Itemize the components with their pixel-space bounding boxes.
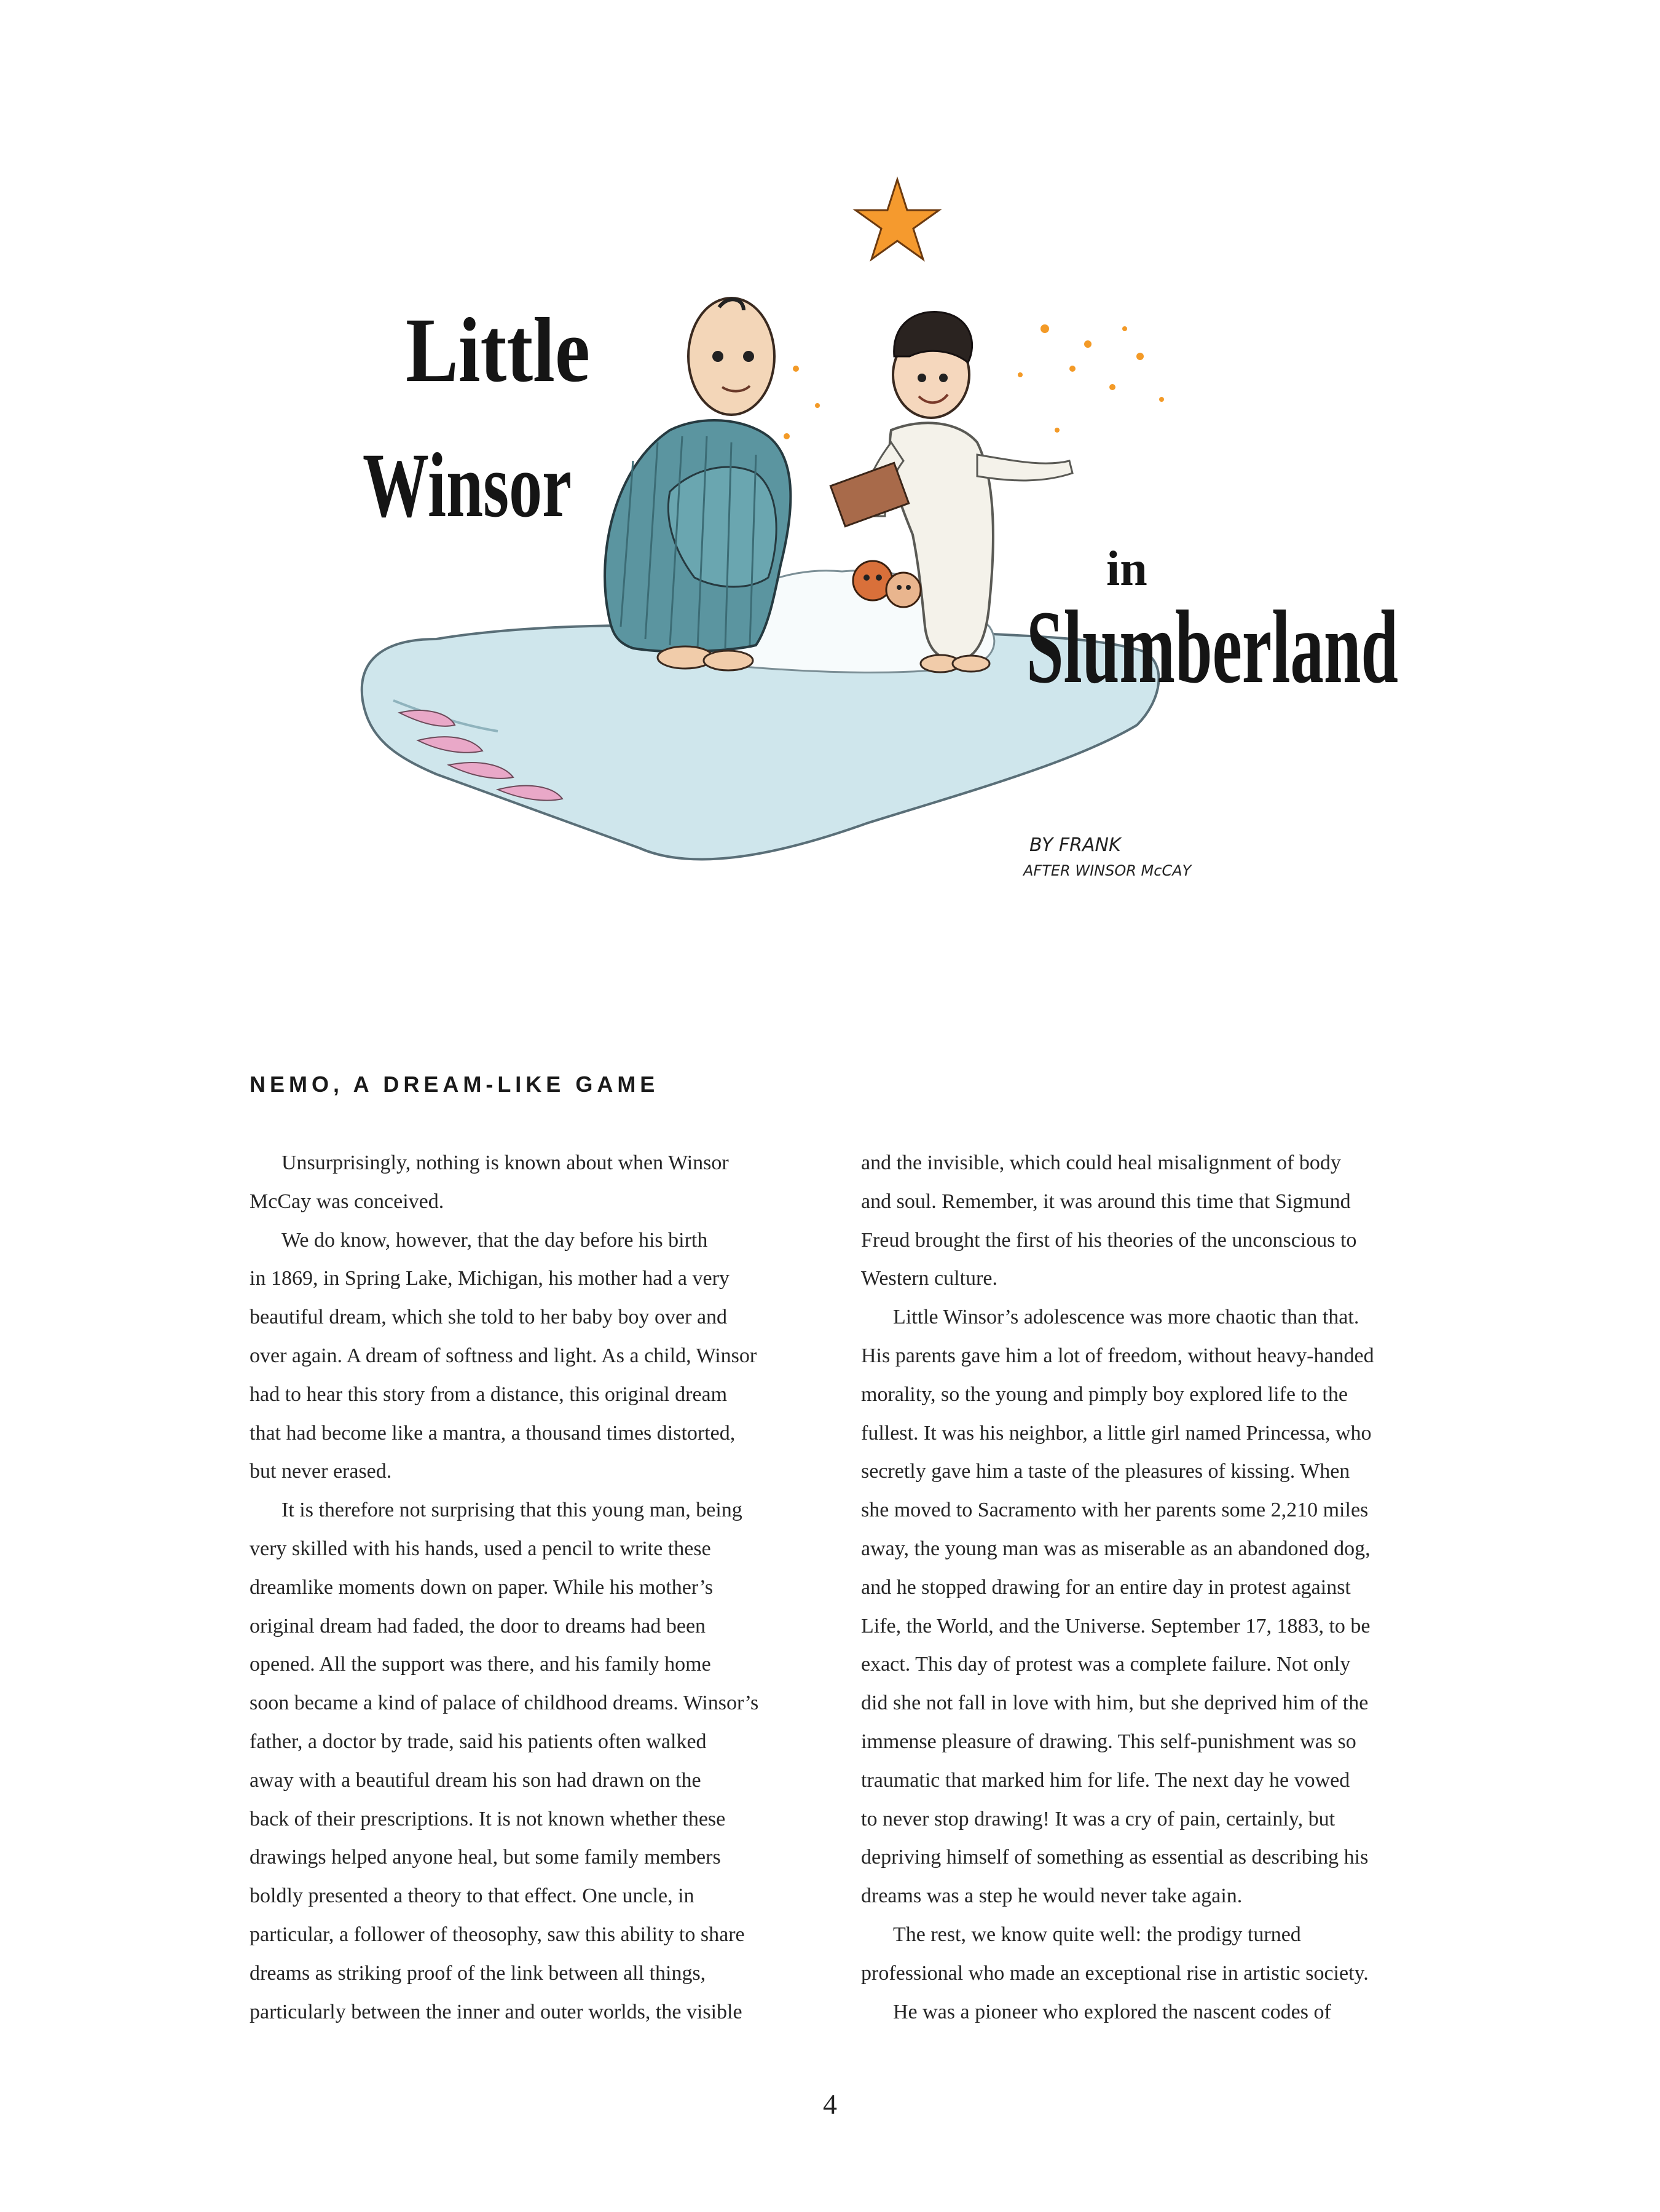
text-line: dreams as striking proof of the link between all things, — [250, 1961, 706, 1985]
text-line: depriving himself of something as essential as describing his — [861, 1846, 1369, 1869]
text-line: morality, so the young and pimply boy explored life to the — [861, 1382, 1348, 1406]
right-column — [861, 1144, 1445, 2031]
text-line: original dream had faded, the door to dreams had been — [250, 1614, 706, 1637]
text-line: Unsurprisingly, nothing is known about when Winsor — [281, 1151, 729, 1174]
text-line: in 1869, in Spring Lake, Michigan, his mother had a very — [250, 1267, 730, 1290]
text-line: secretly gave him a taste of the pleasures of kissing. When — [861, 1460, 1350, 1483]
text-line: drawings helped anyone heal, but some family members — [250, 1846, 721, 1869]
text-line: Life, the World, and the Universe. September 17, 1883, to be — [861, 1614, 1371, 1637]
text-line: and the invisible, which could heal misalignment of body — [861, 1151, 1341, 1174]
text-line: We do know, however, that the day before his birth — [281, 1228, 708, 1252]
text-line: Freud brought the first of his theories of the unconscious to — [861, 1228, 1357, 1252]
text-line: immense pleasure of drawing. This self-punishment was so — [861, 1730, 1356, 1753]
text-line: particular, a follower of theosophy, saw this ability to share — [250, 1923, 745, 1946]
man-figure — [605, 298, 790, 670]
sparkles-decoration — [784, 324, 1164, 439]
text-line: and soul. Remember, it was around this time that Sigmund — [861, 1190, 1351, 1213]
text-line: fullest. It was his neighbor, a little girl named Princessa, who — [861, 1421, 1372, 1445]
text-line: dreams was a step he would never take again. — [861, 1885, 1243, 1908]
text-line: away, the young man was as miserable as an abandoned dog, — [861, 1537, 1371, 1560]
text-line: to never stop drawing! It was a cry of pain, certainly, but — [861, 1807, 1335, 1830]
text-line: she moved to Sacramento with her parents some 2,210 miles — [861, 1499, 1369, 1522]
text-line: did she not fall in love with him, but she deprived him of the — [861, 1692, 1369, 1715]
text-line: and he stopped drawing for an entire day in protest against — [861, 1575, 1351, 1599]
text-line: professional who made an exceptional rise in artistic society. — [861, 1961, 1369, 1985]
text-line: Little Winsor’s adolescence was more chaotic than that. — [893, 1306, 1359, 1329]
text-line: very skilled with his hands, used a pencil to write these — [250, 1537, 711, 1560]
text-line: had to hear this story from a distance, this original dream — [250, 1382, 728, 1406]
text-line: over again. A dream of softness and light. As a child, Winsor — [250, 1344, 757, 1367]
title-line-slumberland: Slumberland — [1026, 589, 1398, 705]
text-line: dreamlike moments down on paper. While his mother’s — [250, 1575, 714, 1599]
text-line: particularly between the inner and outer worlds, the visible — [250, 2000, 742, 2023]
title-illustration — [350, 172, 1432, 971]
signature-line-1: BY FRANK — [1029, 834, 1121, 856]
text-line: traumatic that marked him for life. The next day he vowed — [861, 1768, 1350, 1792]
text-line: exact. This day of protest was a complete failure. Not only — [861, 1653, 1351, 1676]
text-line: away with a beautiful dream his son had drawn on the — [250, 1768, 701, 1792]
title-line-winsor: Winsor — [363, 434, 572, 536]
signature-line-2: AFTER WINSOR McCAY — [1023, 862, 1192, 879]
text-line: back of their prescriptions. It is not known whether these — [250, 1807, 726, 1830]
text-line: but never erased. — [250, 1460, 392, 1483]
text-line: opened. All the support was there, and his family home — [250, 1653, 711, 1676]
left-column — [250, 1144, 833, 2031]
text-line: The rest, we know quite well: the prodigy turned — [893, 1923, 1301, 1946]
page-number: 4 — [823, 2088, 837, 2120]
section-heading: NEMO, A DREAM-LIKE GAME — [250, 1072, 659, 1097]
text-line: His parents gave him a lot of freedom, without heavy-handed — [861, 1344, 1374, 1367]
text-line: Western culture. — [861, 1267, 997, 1290]
text-line: McCay was conceived. — [250, 1190, 444, 1213]
text-line: father, a doctor by trade, said his patients often walked — [250, 1730, 707, 1753]
title-word-in: in — [1106, 542, 1147, 596]
text-line: It is therefore not surprising that this young man, being — [281, 1499, 742, 1522]
text-line: that had become like a mantra, a thousand times distorted, — [250, 1421, 736, 1445]
title-line-little: Little — [406, 299, 590, 401]
text-line: beautiful dream, which she told to her baby boy over and — [250, 1306, 728, 1329]
text-line: He was a pioneer who explored the nascent codes of — [893, 2000, 1331, 2023]
star-icon — [856, 179, 939, 259]
text-line: boldly presented a theory to that effect. One uncle, in — [250, 1885, 694, 1908]
text-line: soon became a kind of palace of childhood dreams. Winsor’s — [250, 1692, 759, 1715]
